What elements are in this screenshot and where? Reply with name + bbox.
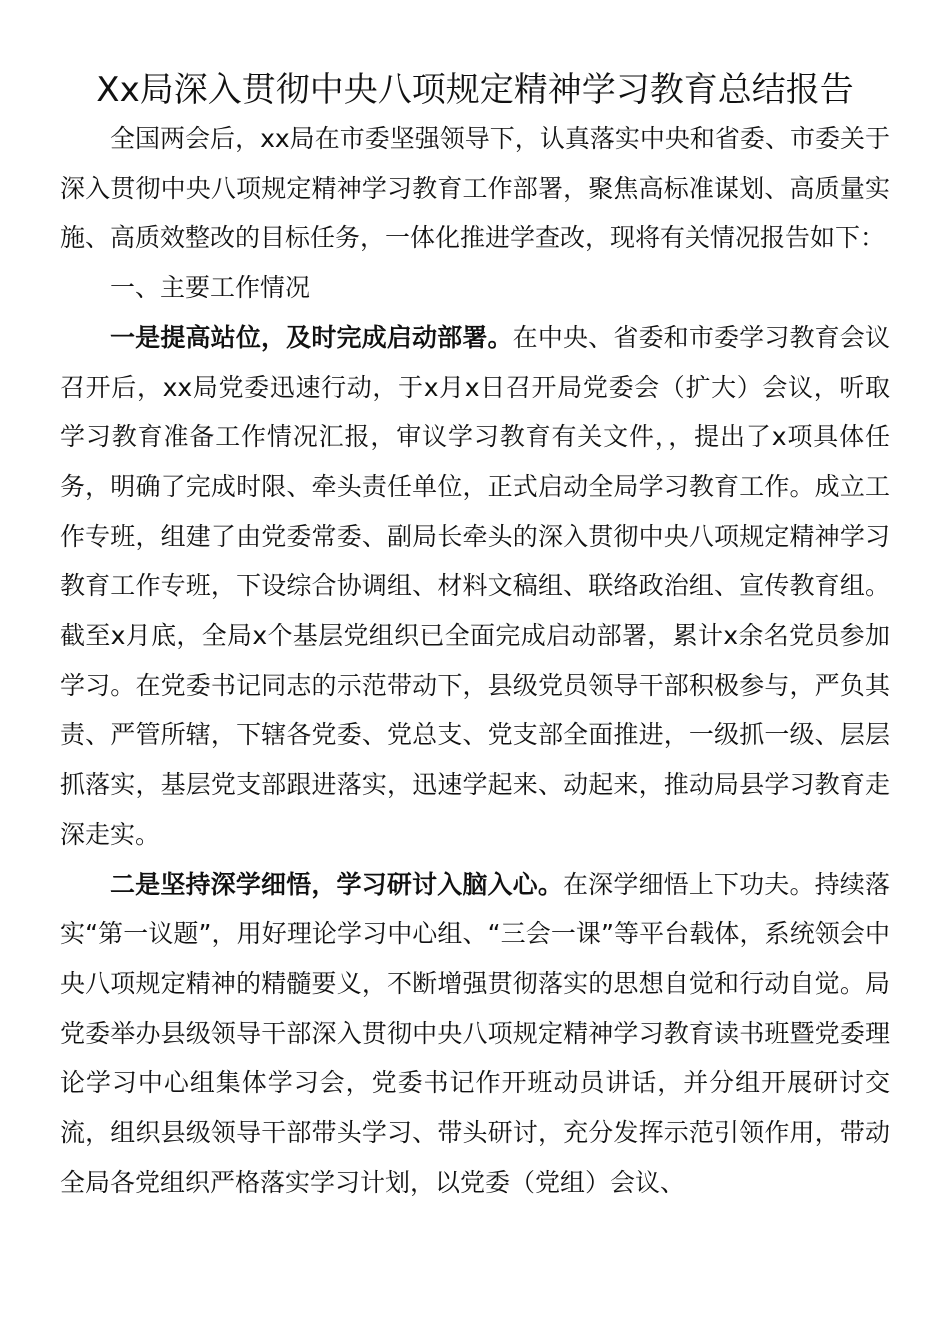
paragraph-2-text: 在深学细悟上下功夫。持续落实“第一议题”，用好理论学习中心组、“三会一课”等平台载体，系统领会中央八项规定精神的精髓要义，不断增强贯彻落实的思想自觉和行动自觉。局党委举办县级领导干部深入贯彻中央八项规定精神学习教育读书班暨党委理论学习中心组集体学习会，党委书记作开班动员讲话，并分组开展研讨交流，组织县级领导干部带头学习、带头研讨，充分发挥示范引领作用，带动全局各党组织严格落实学习计划，以党委（党组）会议、 — [60, 869, 890, 1197]
document-title: Xx局深入贯彻中央八项规定精神学习教育总结报告 — [96, 70, 854, 110]
section-heading: 一、主要工作情况 — [110, 273, 311, 303]
intro-paragraph: 全国两会后，xx局在市委坚强领导下，认真落实中央和省委、市委关于深入贯彻中央八项规定精神学习教育工作部署，聚焦高标准谋划、高质量实施、高质效整改的目标任务，一体化推进学查改，现将有关情况报告如下： — [60, 124, 890, 253]
body-paragraph-2 — [60, 860, 890, 1208]
paragraph-1-lead: 一是提高站位，及时完成启动部署。 — [110, 322, 513, 352]
paragraph-1-text: 在中央、省委和市委学习教育会议召开后，xx局党委迅速行动，于x月x日召开局党委会（扩大）会议，听取学习教育准备工作情况汇报，审议学习教育有关文件，，提出了x项具体任务，明确了完成时限、牵头责任单位，正式启动全局学习教育工作。成立工作专班，组建了由党委常委、副局长牵头的深入贯彻中央八项规定精神学习教育工作专班，下设综合协调组、材料文稿组、联络政治组、宣传教育组。截至x月底，全局x个基层党组织已全面完成启动部署，累计x余名党员参加学习。在党委书记同志的示范带动下，县级党员领导干部积极参与，严负其责、严管所辖，下辖各党委、党总支、党支部全面推进，一级抓一级、层层抓落实，基层党支部跟进落实，迅速学起来、动起来，推动局县学习教育走深走实。 — [60, 322, 890, 849]
body-paragraph-1 — [60, 313, 890, 860]
document-body — [60, 114, 890, 1207]
paragraph-2-lead: 二是坚持深学细悟，学习研讨入脑入心。 — [110, 869, 563, 899]
